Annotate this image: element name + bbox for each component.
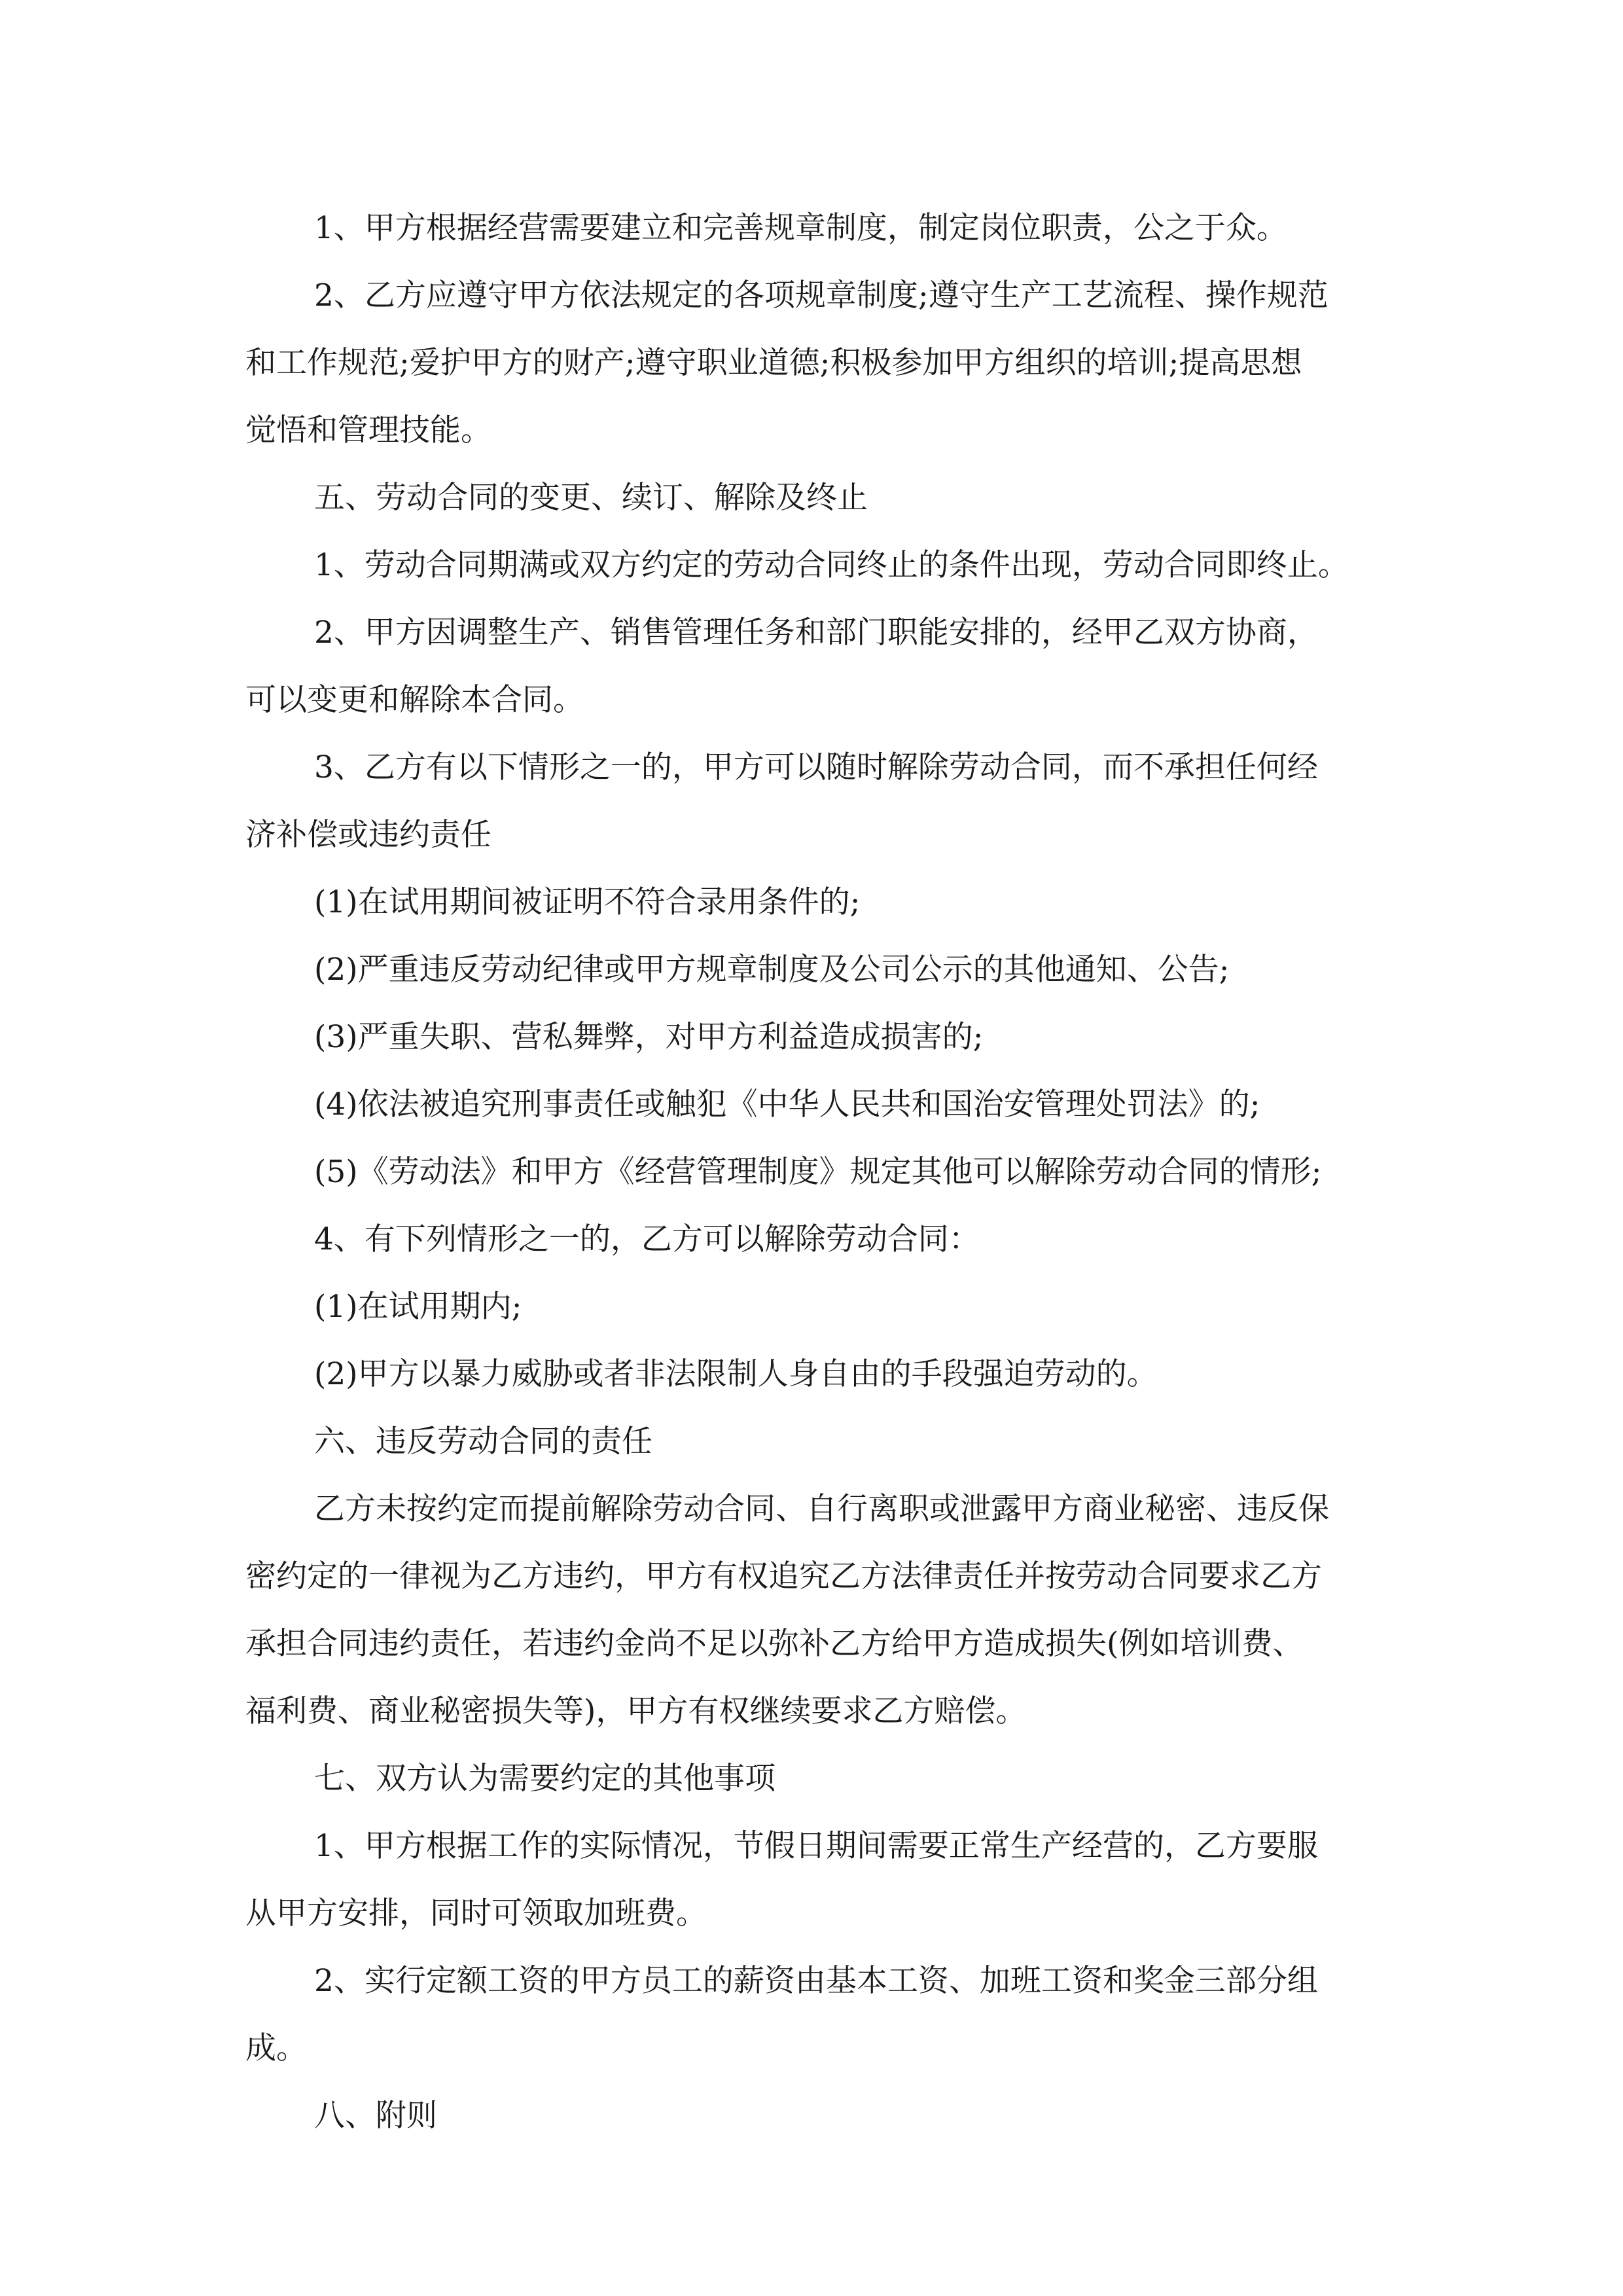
clause-5-4-item-2: (2)甲方以暴力威胁或者非法限制人身自由的手段强迫劳动的。 [314, 1356, 1158, 1392]
clause-5-1: 1、劳动合同期满或双方约定的劳动合同终止的条件出现，劳动合同即终止。 [314, 547, 1349, 583]
clause-5-4-item-1: (1)在试用期内; [314, 1289, 522, 1325]
clause-4-2-line-3: 觉悟和管理技能。 [245, 412, 491, 448]
section-heading-7: 七、双方认为需要约定的其他事项 [314, 1761, 776, 1797]
clause-7-1-line-2: 从甲方安排，同时可领取加班费。 [245, 1895, 707, 1931]
clause-4-2-line-1: 2、乙方应遵守甲方依法规定的各项规章制度;遵守生产工艺流程、操作规范 [314, 278, 1329, 314]
clause-5-3-item-1: (1)在试用期间被证明不符合录用条件的; [314, 884, 861, 920]
clause-5-3-line-1: 3、乙方有以下情形之一的，甲方可以随时解除劳动合同，而不承担任何经 [314, 749, 1318, 785]
clause-6-line-1: 乙方未按约定而提前解除劳动合同、自行离职或泄露甲方商业秘密、违反保 [314, 1491, 1329, 1527]
clause-6-line-2: 密约定的一律视为乙方违约，甲方有权追究乙方法律责任并按劳动合同要求乙方 [245, 1558, 1322, 1594]
section-heading-8: 八、附则 [314, 2098, 437, 2134]
clause-5-3-line-2: 济补偿或违约责任 [245, 817, 491, 853]
clause-5-3-item-2: (2)严重违反劳动纪律或甲方规章制度及公司公示的其他通知、公告; [314, 952, 1230, 988]
clause-5-2-line-2: 可以变更和解除本合同。 [245, 682, 584, 718]
clause-7-1-line-1: 1、甲方根据工作的实际情况，节假日期间需要正常生产经营的，乙方要服 [314, 1828, 1318, 1864]
clause-6-line-4: 福利费、商业秘密损失等)，甲方有权继续要求乙方赔偿。 [245, 1693, 1027, 1729]
clause-6-line-3: 承担合同违约责任，若违约金尚不足以弥补乙方给甲方造成损失(例如培训费、 [245, 1626, 1304, 1662]
clause-7-2-line-1: 2、实行定额工资的甲方员工的薪资由基本工资、加班工资和奖金三部分组 [314, 1963, 1318, 1999]
clause-5-3-item-3: (3)严重失职、营私舞弊，对甲方利益造成损害的; [314, 1019, 984, 1055]
clause-4-2-line-2: 和工作规范;爱护甲方的财产;遵守职业道德;积极参加甲方组织的培训;提高思想 [245, 345, 1302, 381]
section-heading-5: 五、劳动合同的变更、续订、解除及终止 [314, 480, 868, 516]
clause-4-1: 1、甲方根据经营需要建立和完善规章制度，制定岗位职责，公之于众。 [314, 210, 1287, 246]
clause-5-3-item-5: (5)《劳动法》和甲方《经营管理制度》规定其他可以解除劳动合同的情形; [314, 1154, 1322, 1190]
clause-5-4: 4、有下列情形之一的，乙方可以解除劳动合同： [314, 1221, 980, 1257]
clause-5-2-line-1: 2、甲方因调整生产、销售管理任务和部门职能安排的，经甲乙双方协商， [314, 615, 1318, 651]
clause-5-3-item-4: (4)依法被追究刑事责任或触犯《中华人民共和国治安管理处罚法》的; [314, 1086, 1260, 1122]
section-heading-6: 六、违反劳动合同的责任 [314, 1424, 652, 1460]
clause-7-2-line-2: 成。 [245, 2030, 307, 2066]
